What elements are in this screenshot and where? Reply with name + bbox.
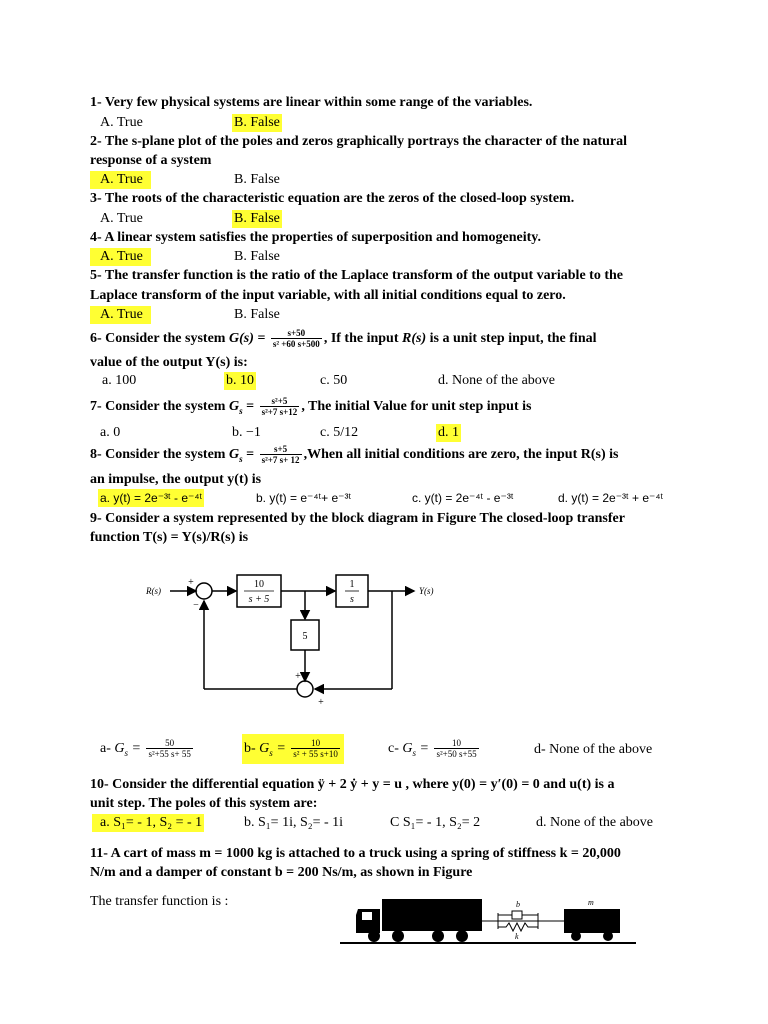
q8-numerator: s+5 bbox=[260, 444, 302, 455]
q8-question bbox=[90, 440, 618, 470]
q8-gs-sub: s bbox=[239, 453, 243, 464]
block-diagram bbox=[140, 565, 440, 710]
q6-text-line2: value of the output Y(s) is: bbox=[90, 355, 248, 370]
block2-numerator: 1 bbox=[349, 579, 355, 590]
q8-gs: G bbox=[228, 447, 240, 462]
q5-text-line1: 5- The transfer function is the ratio of the Laplace transform of the output variable to the bbox=[90, 268, 623, 283]
truck-cart-figure bbox=[338, 893, 638, 953]
q10-option-b: b. S₁= 1i, S₂= - 1i bbox=[244, 815, 344, 830]
q9-option-b-fraction bbox=[291, 738, 340, 759]
q6-pre: 6- Consider the system bbox=[90, 331, 229, 346]
q6-post2: is a unit step input, the final bbox=[426, 331, 597, 346]
truck-wheel bbox=[392, 930, 404, 942]
sum2-plus-sign-top: + bbox=[295, 671, 301, 682]
sum1-minus-sign: − bbox=[193, 600, 199, 611]
q6-numerator: s+50 bbox=[271, 328, 322, 339]
q11-text-line1: 11- A cart of mass m = 1000 kg is attached to a truck using a spring of stiffness k = 20,000 bbox=[90, 846, 621, 861]
spring-label: k bbox=[515, 932, 519, 941]
q7-option-b: b. −1 bbox=[232, 425, 261, 440]
damper bbox=[512, 911, 522, 919]
q5-option-b: B. False bbox=[234, 307, 280, 322]
q6-gs: G(s) = bbox=[228, 331, 266, 346]
q7-numerator: s²+5 bbox=[260, 396, 300, 407]
q10-option-a: a. S₁= - 1, S₂ = - 1 bbox=[92, 814, 204, 832]
q8-denominator: s²+7 s+ 12 bbox=[261, 455, 300, 466]
q9-option-a bbox=[100, 734, 195, 764]
q6-option-a: a. 100 bbox=[102, 373, 137, 388]
q9-option-d: d- None of the above bbox=[534, 742, 653, 757]
q9-option-c-numerator: 10 bbox=[434, 738, 478, 749]
q7-post: , The initial Value for unit step input is bbox=[301, 399, 532, 414]
damper-label: b bbox=[516, 900, 520, 909]
q7-option-a: a. 0 bbox=[100, 425, 121, 440]
q9-option-b-numerator: 10 bbox=[291, 738, 340, 749]
q9-option-a-fraction bbox=[146, 738, 192, 759]
q4-option-a: A. True bbox=[90, 248, 151, 266]
q9-option-c-label: c- bbox=[388, 741, 403, 756]
q7-fraction bbox=[260, 396, 300, 417]
q1-text: 1- Very few physical systems are linear within some range of the variables. bbox=[90, 95, 533, 110]
q9-option-a-gs: $G_s$ = bbox=[114, 741, 141, 758]
q6-denominator: s² +60 s+500 bbox=[272, 339, 320, 350]
cart-wheel bbox=[603, 931, 613, 941]
q7-gs-sub: s bbox=[239, 405, 243, 416]
q10-text-line2: unit step. The poles of this system are: bbox=[90, 796, 318, 811]
cart bbox=[564, 909, 620, 933]
truck-wheel bbox=[368, 930, 380, 942]
q8-option-d: d. y(t) = 2e⁻³ᵗ + e⁻⁴ᵗ bbox=[558, 491, 664, 505]
q8-post: ,When all initial conditions are zero, the input R(s) is bbox=[303, 447, 619, 462]
q3-text: 3- The roots of the characteristic equation are the zeros of the closed-loop system. bbox=[90, 191, 575, 206]
q7-pre: 7- Consider the system bbox=[90, 399, 229, 414]
block1-numerator: 10 bbox=[254, 579, 264, 590]
q7-denominator: s²+7 s+12 bbox=[261, 407, 298, 418]
q9-text-line2: function T(s) = Y(s)/R(s) is bbox=[90, 530, 249, 545]
q6-option-b: b. 10 bbox=[226, 373, 254, 388]
q10-text-line1: 10- Consider the differential equation ÿ + 2 ẏ + y = u , where y(0) = y′(0) = 0 and u(t) is a bbox=[90, 777, 615, 792]
q7-gs: G bbox=[228, 399, 240, 414]
q7-question bbox=[90, 392, 531, 422]
q8-text-line2: an impulse, the output y(t) is bbox=[90, 472, 262, 487]
diagram-output-label: Y(s) bbox=[419, 586, 434, 596]
q2-option-b: B. False bbox=[234, 172, 280, 187]
q4-option-b: B. False bbox=[234, 249, 280, 264]
q9-option-b-gs: $G_s$ = bbox=[259, 741, 286, 758]
q3-option-b: B. False bbox=[234, 211, 280, 226]
q9-option-c-fraction bbox=[434, 738, 478, 759]
q6-fraction bbox=[271, 328, 322, 349]
cart-wheel bbox=[571, 931, 581, 941]
block2-denominator: s bbox=[350, 594, 354, 605]
q8-option-b: b. y(t) = e⁻⁴ᵗ+ e⁻³ᵗ bbox=[256, 491, 352, 505]
q8-fraction bbox=[260, 444, 302, 465]
q9-option-b-label: b- bbox=[244, 741, 260, 756]
truck-trailer bbox=[382, 899, 482, 931]
q7-option-c: c. 5/12 bbox=[320, 425, 359, 440]
diagram-input-label: R(s) bbox=[146, 586, 161, 596]
q5-option-a: A. True bbox=[90, 306, 151, 324]
q3-option-a: A. True bbox=[100, 211, 143, 226]
truck-wheel bbox=[432, 930, 444, 942]
q9-option-b bbox=[242, 734, 344, 764]
q9-option-c bbox=[388, 734, 481, 764]
q9-option-a-numerator: 50 bbox=[146, 738, 192, 749]
sum1-plus-sign: + bbox=[188, 577, 194, 588]
mass-label: m bbox=[588, 898, 594, 907]
q2-text-line1: 2- The s-plane plot of the poles and zeros graphically portrays the character of the natural bbox=[90, 134, 628, 149]
q9-option-c-denominator: s²+50 s+55 bbox=[436, 749, 477, 760]
q10-option-c: C S₁= - 1, S₂= 2 bbox=[390, 815, 481, 830]
q2-option-a: A. True bbox=[90, 171, 151, 189]
q6-option-d: d. None of the above bbox=[438, 373, 556, 388]
q4-text: 4- A linear system satisfies the properties of superposition and homogeneity. bbox=[90, 230, 541, 245]
q1-option-a: A. True bbox=[100, 115, 143, 130]
q6-rs: R(s) bbox=[402, 331, 427, 346]
q7-eq: = bbox=[242, 399, 255, 414]
q7-option-d: d. 1 bbox=[438, 425, 459, 440]
q8-option-a: a. y(t) = 2e⁻³ᵗ - e⁻⁴ᵗ bbox=[100, 491, 203, 505]
q9-option-c-gs: $G_s$ = bbox=[402, 741, 429, 758]
q11-text-line2: N/m and a damper of constant b = 200 Ns/m, as shown in Figure bbox=[90, 865, 473, 880]
q9-option-a-label: a- bbox=[100, 741, 115, 756]
q8-eq: = bbox=[242, 447, 255, 462]
q8-pre: 8- Consider the system bbox=[90, 447, 229, 462]
q6-option-c: c. 50 bbox=[320, 373, 348, 388]
q10-option-d: d. None of the above bbox=[536, 815, 654, 830]
q9-option-a-denominator: s²+55 s+ 55 bbox=[148, 749, 191, 760]
block3-gain: 5 bbox=[302, 631, 308, 642]
q9-option-b-denominator: s² + 55 s+10 bbox=[293, 749, 338, 760]
q8-option-c: c. y(t) = 2e⁻⁴ᵗ - e⁻³ᵗ bbox=[412, 491, 514, 505]
q5-text-line2: Laplace transform of the input variable, with all initial conditions equal to zero. bbox=[90, 288, 566, 303]
block1-denominator: s + 5 bbox=[248, 594, 270, 605]
truck-wheel bbox=[456, 930, 468, 942]
q1-option-b: B. False bbox=[234, 115, 280, 130]
q6-post: , If the input bbox=[323, 331, 402, 346]
q6-question bbox=[90, 326, 597, 352]
q11-transfer-function-label: The transfer function is : bbox=[90, 894, 229, 909]
q9-text-line1: 9- Consider a system represented by the block diagram in Figure The closed-loop transfer bbox=[90, 511, 625, 526]
spring bbox=[498, 923, 538, 931]
sum2-plus-sign-right: + bbox=[318, 697, 324, 708]
q2-text-line2: response of a system bbox=[90, 153, 212, 168]
